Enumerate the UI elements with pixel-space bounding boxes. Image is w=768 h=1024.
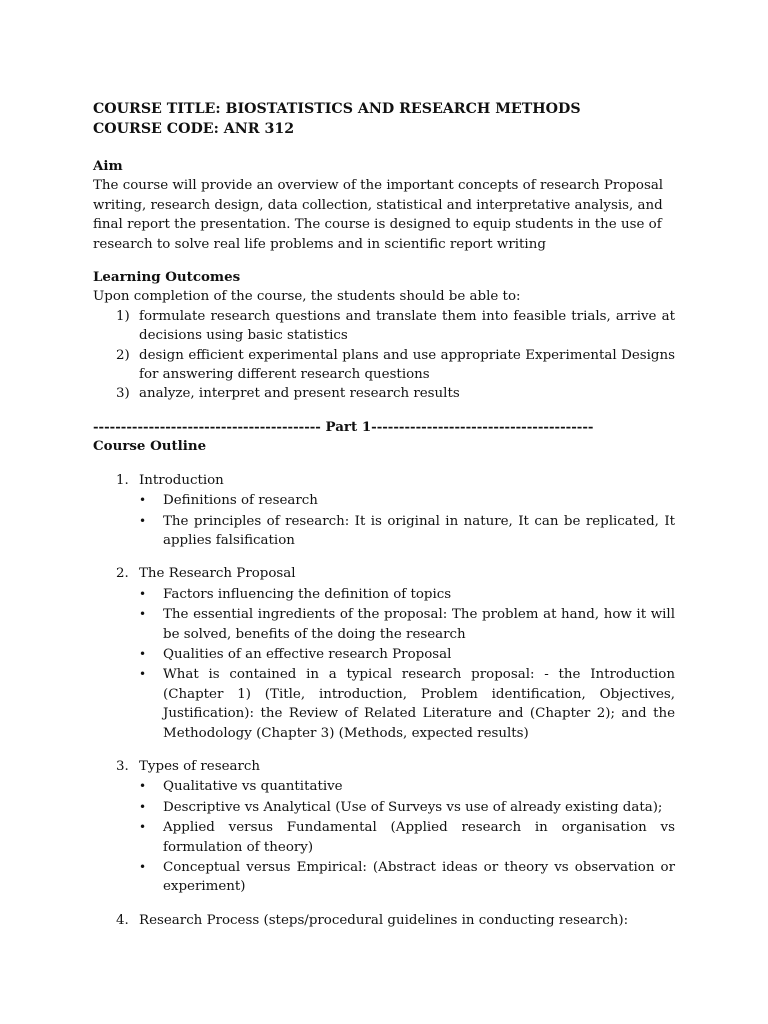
bullet-item: [93, 512, 675, 551]
item-number: 1): [116, 308, 130, 324]
section-number: 1.: [116, 472, 129, 488]
bullet-icon: •: [139, 493, 147, 508]
item-text: formulate research questions and translate them into feasible trials, arrive at decisions using basic statistics: [139, 308, 675, 344]
bullet-item: [93, 858, 675, 897]
bullet-icon: •: [139, 860, 147, 874]
section-title: The Research Proposal: [139, 566, 296, 582]
item-number: 3): [116, 386, 130, 402]
bullet-item: [93, 777, 675, 796]
list-item: [93, 307, 675, 346]
bullet-text: Qualitative vs quantitative: [163, 779, 343, 795]
aim-text: The course will provide an overview of the important concepts of research Proposal writing, research design, data collection, statistical and interpretative analysis, and final report the presentation. The course is designed to equip students in the use of research to solve real life problems and in scientific report writing: [93, 178, 664, 252]
aim-heading: Aim: [93, 158, 123, 174]
document-page: [93, 99, 675, 930]
bullet-icon: •: [139, 607, 147, 622]
bullet-text: The essential ingredients of the proposal: The problem at hand, how it will be solved, benefits of the doing the research: [163, 607, 675, 642]
bullet-item: [93, 585, 675, 604]
section-number: 3.: [116, 758, 129, 774]
bullet-item: [93, 798, 675, 817]
bullet-item: [93, 818, 675, 857]
outline-section: [93, 757, 675, 897]
bullet-icon: •: [139, 646, 147, 661]
bullet-text: Applied versus Fundamental (Applied research in organisation vs formulation of theory): [163, 820, 675, 855]
bullet-text: Descriptive vs Analytical (Use of Surveys vs use of already existing data);: [163, 799, 663, 815]
bullet-icon: •: [139, 820, 147, 835]
bullet-item: [93, 605, 675, 644]
bullet-icon: •: [139, 667, 147, 682]
course-code: COURSE CODE: ANR 312: [93, 121, 295, 137]
outline-section: [93, 471, 675, 551]
outline-section: [93, 911, 675, 930]
course-outline-heading: Course Outline: [93, 438, 207, 455]
item-number: 2): [116, 347, 130, 363]
section-number: 4.: [116, 912, 129, 928]
learning-outcomes-heading: Learning Outcomes: [93, 269, 241, 286]
learning-outcomes-list: [93, 307, 675, 404]
list-item: [93, 346, 675, 385]
bullet-text: Definitions of research: [163, 493, 318, 509]
bullet-text: Conceptual versus Empirical: (Abstract ideas or theory vs observation or experiment): [163, 860, 675, 895]
bullet-text: Factors influencing the definition of topics: [163, 586, 452, 602]
course-title: COURSE TITLE: BIOSTATISTICS AND RESEARCH METHODS: [93, 101, 581, 117]
bullet-item: [93, 645, 675, 664]
bullet-icon: •: [139, 586, 147, 601]
list-item: [93, 384, 675, 403]
bullet-item: [93, 491, 675, 510]
section-number: 2.: [116, 566, 129, 582]
bullet-item: [93, 665, 675, 743]
bullet-text: Qualities of an effective research Proposal: [163, 646, 452, 662]
item-text: design efficient experimental plans and use appropriate Experimental Designs for answering different research questions: [139, 347, 675, 383]
bullet-text: The principles of research: It is original in nature, It can be replicated, It applies falsification: [163, 513, 675, 548]
section-title: Introduction: [139, 472, 224, 488]
section-title: Types of research: [139, 758, 261, 774]
bullet-icon: •: [139, 779, 147, 794]
item-text: analyze, interpret and present research results: [139, 386, 460, 402]
part-divider: ----------------------------------------- Part 1----------------------------------------: [93, 418, 594, 435]
bullet-icon: •: [139, 799, 147, 814]
bullet-text: What is contained in a typical research proposal: - the Introduction (Chapter 1) (Title, introduction, Problem identification, Objectives, Justification): the Review of Related Literature and (Chapter 2); and the Methodology (Chapter 3) (Methods, expected results): [163, 667, 675, 741]
section-title: Research Process (steps/procedural guidelines in conducting research):: [139, 912, 629, 928]
outline-section: [93, 564, 675, 743]
bullet-icon: •: [139, 513, 147, 528]
learning-outcomes-intro: Upon completion of the course, the students should be able to:: [93, 289, 521, 305]
